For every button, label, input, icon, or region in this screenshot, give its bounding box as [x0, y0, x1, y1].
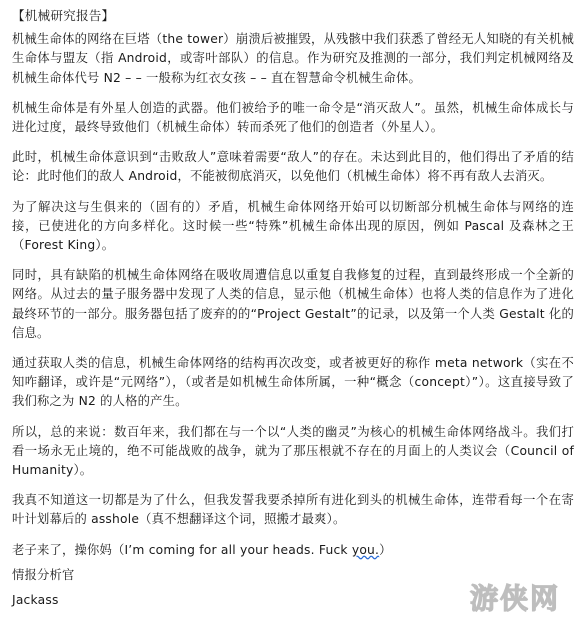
paragraph-7: 所以，总的来说：数百年来，我们都在与一个以“人类的幽灵”为核心的机械生命体网络战斗。我们打看一场永无止境的，绝不可能战败的战争，就为了那压根就不存在的月面上的人类议会（Council of Humanity）。	[12, 424, 574, 478]
watermark-logo-icon	[466, 574, 576, 620]
paragraph-3: 此时，机械生命体意识到“击败敌人”意味着需要“敌人”的存在。未达到此目的，他们得出了矛盾的结论：此时他们的敌人 Android，不能被彻底消灭，以免他们（机械生命体）将不再有敌人去消灭。	[12, 150, 574, 184]
paragraph-5: 同时，具有缺陷的机械生命体网络在吸收周遭信息以重复自我修复的过程，直到最终形成一个全新的网络。从过去的量子服务器中发现了人类的信息，显示他（机械生命体）也将人类的信息作为了进化最终环节的一部分。服务器包括了废弃的的“Project Gestalt”的记录，以及第一个人类 Gestalt 化的信息。	[12, 268, 574, 340]
document-title: 【机械研究报告】	[12, 8, 115, 23]
closing-line	[12, 541, 574, 560]
paragraph-6: 通过获取人类的信息，机械生命体网络的结构再次改变，或者被更好的称作 meta network（实在不知咋翻译，或许是“元网络”），（或者是如机械生命体所属，一种“概念（concept）”）。这直接导致了我们称之为 N2 的人格的产生。	[12, 356, 574, 409]
signature-role: 情报分析官	[12, 567, 75, 582]
paragraph-8: 我真不知道这一切都是为了什么，但我发誓我要杀掉所有进化到头的机械生命体，连带看每一个在寄叶计划幕后的 asshole（真不想翻译这个词，照搬才最爽）。	[12, 493, 574, 527]
paragraph-1: 机械生命体的网络在巨塔（the tower）崩溃后被摧毁，从残骸中我们获悉了曾经无人知晓的有关机械生命体与盟友（指 Android，或寄叶部队）的信息。作为研究及推测的一部分，我们判定机械网络及机械生命体代号 N2 – – 一般称为红衣女孩 – – 直在智慧命令机械生命体。	[12, 32, 574, 85]
paragraph-4: 为了解决这与生俱来的（固有的）矛盾，机械生命体网络开始可以切断部分机械生命体与网络的连接，已使进化的方向多样化。这时候一些“特殊”机械生命体出现的原因，例如 Pascal 及森林之王（Forest King）。	[12, 199, 574, 253]
document	[12, 6, 574, 616]
signature-name: Jackass	[12, 593, 59, 608]
watermark-text: 游侠网	[470, 582, 561, 615]
paragraph-2: 机械生命体是有外星人创造的武器。他们被给予的唯一命令是“消灭敌人”。虽然，机械生命体成长与进化过度，最终导致他们（机械生命体）转而杀死了他们的创造者（外星人）。	[12, 100, 574, 135]
closing-prefix: 老子来了，操你妈（I’m coming for all your heads. Fuck	[12, 542, 352, 557]
closing-underlined-word: you.	[351, 542, 380, 557]
closing-suffix: ）	[379, 542, 392, 557]
